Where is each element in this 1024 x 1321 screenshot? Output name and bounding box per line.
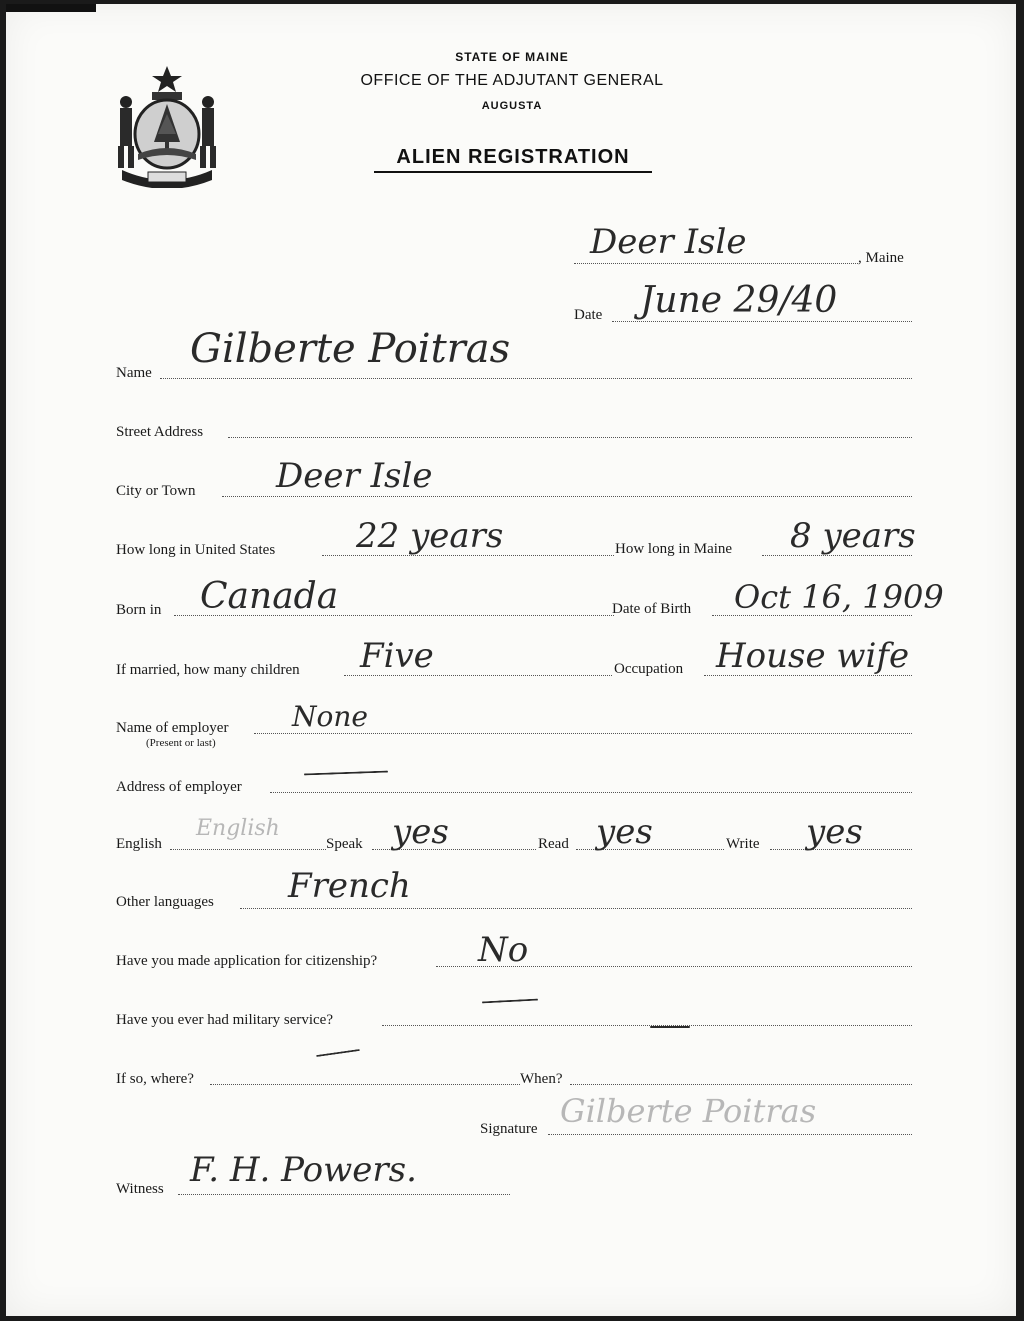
military-label: Have you ever had military service? xyxy=(116,1012,333,1028)
signature-line xyxy=(548,1134,912,1135)
date-line xyxy=(612,321,912,322)
employer-label: Name of employer xyxy=(116,720,229,736)
town-line xyxy=(574,263,858,264)
street-line xyxy=(228,437,912,438)
street-label: Street Address xyxy=(116,424,204,440)
when-label: When? xyxy=(520,1071,563,1087)
employer-value: None xyxy=(292,700,368,733)
citizenship-value: No xyxy=(478,930,529,970)
english-label: English xyxy=(116,836,162,852)
other-languages-value: French xyxy=(288,866,411,906)
other-languages-label: Other languages xyxy=(116,894,214,910)
occupation-value: House wife xyxy=(716,636,910,676)
dob-label: Date of Birth xyxy=(612,601,692,617)
other-languages-line xyxy=(240,908,912,909)
header-office: OFFICE OF THE ADJUTANT GENERAL xyxy=(360,72,664,89)
dob-value: Oct 16, 1909 xyxy=(734,578,944,616)
write-value: yes xyxy=(806,812,863,852)
military-dash-2 xyxy=(650,1026,690,1028)
employer-address-label: Address of employer xyxy=(116,779,242,795)
name-line xyxy=(160,378,912,379)
speak-value: yes xyxy=(392,812,449,852)
form-title: ALIEN REGISTRATION xyxy=(374,146,652,173)
read-value: yes xyxy=(596,812,653,852)
employer-address-line xyxy=(270,792,912,793)
born-in-label: Born in xyxy=(116,602,162,618)
write-label: Write xyxy=(726,836,760,852)
citizenship-label: Have you made application for citizenship? xyxy=(116,953,378,969)
signature-label: Signature xyxy=(480,1121,538,1137)
how-long-us-value: 22 years xyxy=(356,516,504,556)
town-value: Deer Isle xyxy=(590,222,747,262)
scan-corner-mark xyxy=(6,4,96,12)
date-label: Date xyxy=(574,307,603,323)
witness-value: F. H. Powers. xyxy=(190,1150,417,1190)
where-label: If so, where? xyxy=(116,1071,194,1087)
header-state: STATE OF MAINE xyxy=(455,50,569,64)
employer-note: (Present or last) xyxy=(146,737,216,749)
when-line xyxy=(570,1084,912,1085)
speak-label: Speak xyxy=(326,836,363,852)
military-line xyxy=(382,1025,912,1026)
children-label: If married, how many children xyxy=(116,662,300,678)
signature-value: Gilberte Poitras xyxy=(560,1092,817,1130)
how-long-maine-value: 8 years xyxy=(790,516,916,556)
witness-line xyxy=(178,1194,510,1195)
maine-label: , Maine xyxy=(858,250,904,266)
occupation-label: Occupation xyxy=(614,661,684,677)
read-label: Read xyxy=(538,836,569,852)
english-value: English xyxy=(196,816,280,841)
where-line xyxy=(210,1084,520,1085)
name-value: Gilberte Poitras xyxy=(190,326,511,372)
employer-line xyxy=(254,733,912,734)
english-line xyxy=(170,849,326,850)
date-value: June 29/40 xyxy=(640,280,838,321)
name-label: Name xyxy=(116,365,152,381)
how-long-us-label: How long in United States xyxy=(116,542,276,558)
city-line xyxy=(222,496,912,497)
children-value: Five xyxy=(360,636,434,676)
how-long-maine-label: How long in Maine xyxy=(615,541,733,557)
witness-label: Witness xyxy=(116,1181,164,1197)
header-city: AUGUSTA xyxy=(481,100,543,112)
city-value: Deer Isle xyxy=(276,456,433,496)
born-in-value: Canada xyxy=(200,576,339,617)
city-label: City or Town xyxy=(116,483,196,499)
